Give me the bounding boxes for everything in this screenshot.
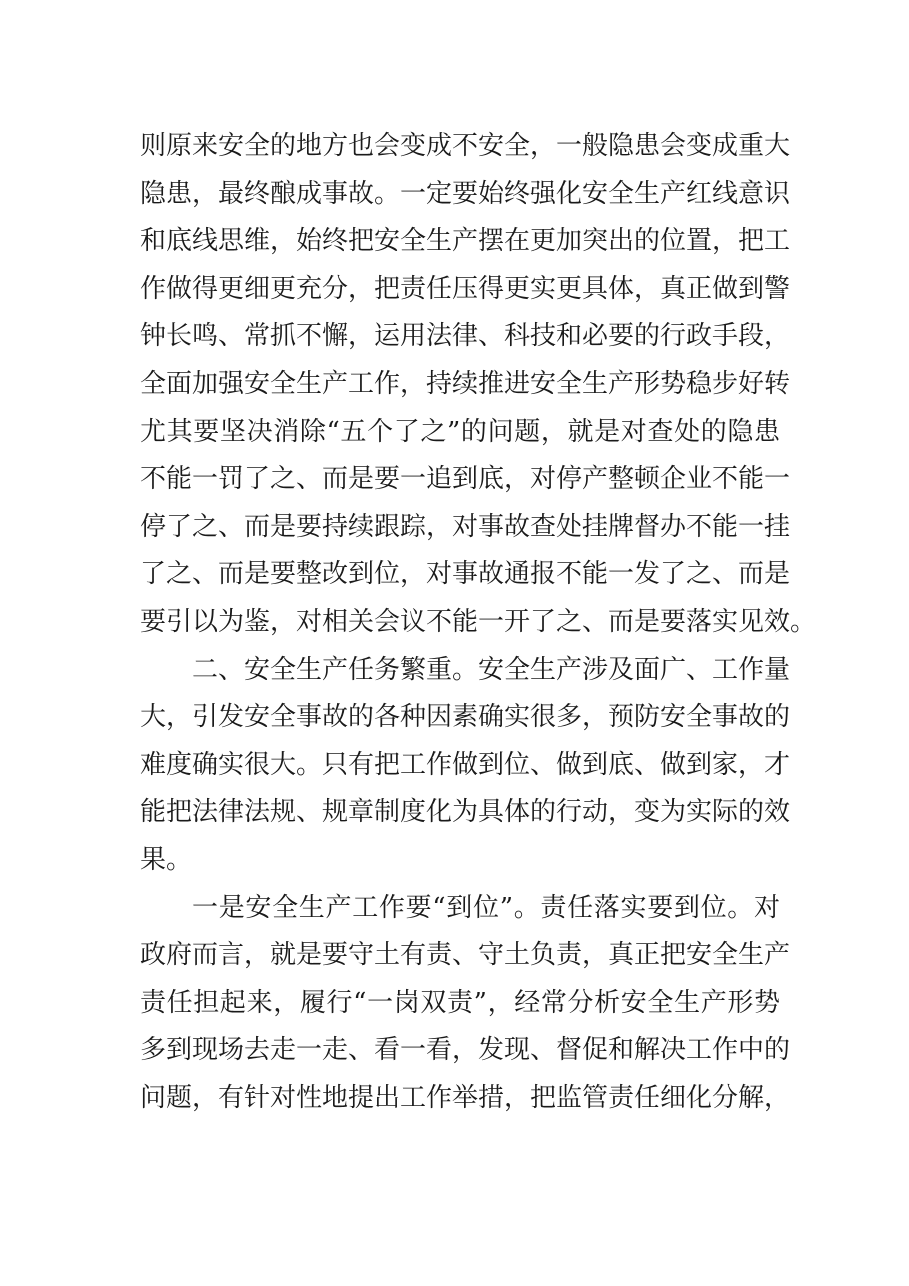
paragraph-first-line: 二、安全生产任务繁重。安全生产涉及面广、工作量 [192,654,791,685]
paragraph-first-line: 一是安全生产工作要“到位”。责任落实要到位。对 [192,892,780,923]
text-line: 果。 [140,844,193,875]
text-line: 大，引发安全事故的各种因素确实很多，预防安全事故的 [140,702,791,733]
text-line: 不能一罚了之、而是要一追到底，对停产整顿企业不能一 [140,464,791,495]
text-line: 尤其要坚决消除“五个了之”的问题，就是对查处的隐患 [140,416,780,447]
text-line: 要引以为鉴，对相关会议不能一开了之、而是要落实见效。 [140,606,817,637]
text-line: 能把法律法规、规章制度化为具体的行动，变为实际的效 [140,797,791,828]
text-line: 停了之、而是要持续跟踪，对事故查处挂牌督办不能一挂 [140,511,791,542]
text-line: 和底线思维，始终把安全生产摆在更加突出的位置，把工 [140,226,791,257]
text-line: 隐患，最终酿成事故。一定要始终强化安全生产红线意识 [140,178,791,209]
text-line: 全面加强安全生产工作，持续推进安全生产形势稳步好转 [140,368,791,399]
document-body [140,123,817,1122]
text-line: 了之、而是要整改到位，对事故通报不能一发了之、而是 [140,559,791,590]
text-line: 问题，有针对性地提出工作举措，把监管责任细化分解， [140,1082,791,1113]
text-line: 难度确实很大。只有把工作做到位、做到底、做到家，才 [140,749,791,780]
text-line: 作做得更细更充分，把责任压得更实更具体，真正做到警 [140,273,791,304]
text-line: 多到现场去走一走、看一看，发现、督促和解决工作中的 [140,1035,791,1066]
text-line: 则原来安全的地方也会变成不安全，一般隐患会变成重大 [140,131,791,161]
text-line: 钟长鸣、常抓不懈，运用法律、科技和必要的行政手段， [140,321,791,352]
text-line: 责任担起来，履行“一岗双责”，经常分析安全生产形势 [140,987,780,1018]
text-line: 政府而言，就是要守土有责、守土负责，真正把安全生产 [140,940,791,971]
